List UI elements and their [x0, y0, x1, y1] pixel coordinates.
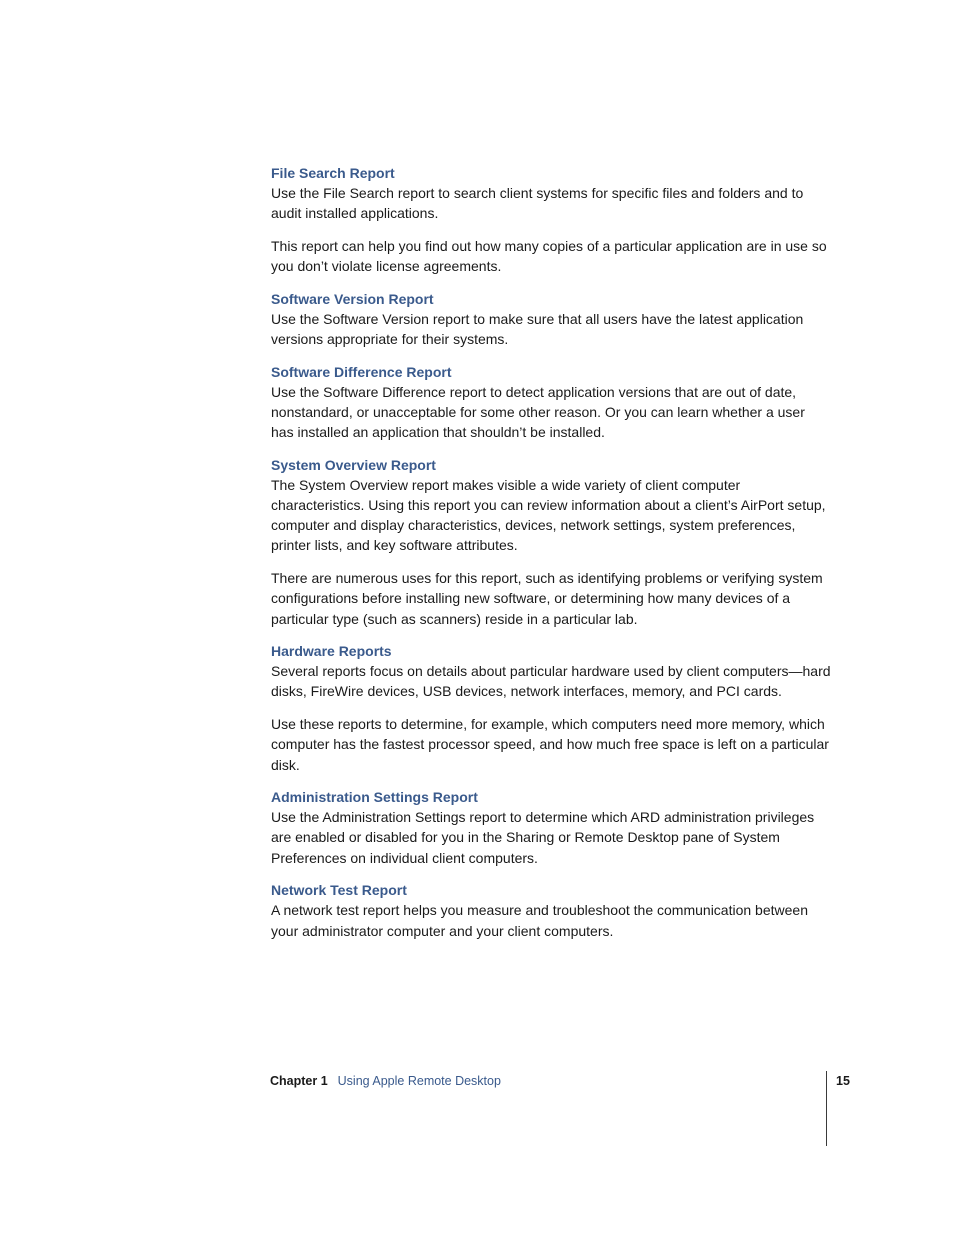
- paragraph: There are numerous uses for this report, such as identifying problems or verifying system configurations before installing new software, or determining how many devices of a particular type (such as scanners) reside in a particular lab.: [271, 570, 823, 627]
- section-hardware: [271, 641, 831, 775]
- document-body: [271, 163, 831, 953]
- page-number: 15: [836, 1074, 850, 1088]
- paragraph: Use the Software Version report to make sure that all users have the latest application versions appropriate for their systems.: [271, 310, 804, 348]
- section-software-difference: [271, 362, 831, 443]
- paragraph: Several reports focus on details about particular hardware used by client computers—hard disks, FireWire devices, USB devices, network interfaces, memory, and PCI cards.: [271, 663, 831, 700]
- section-heading: Network Test Report: [271, 882, 407, 899]
- section-administration-settings: [271, 787, 831, 868]
- section-heading: Software Version Report: [271, 290, 434, 307]
- section-network-test: [271, 880, 831, 940]
- paragraph: This report can help you find out how many copies of a particular application are in use so you don’t violate license agreements.: [271, 237, 827, 275]
- section-system-overview: [271, 455, 831, 629]
- page-footer: [270, 1072, 501, 1090]
- chapter-title: Using Apple Remote Desktop: [337, 1074, 501, 1088]
- paragraph: The System Overview report makes visible a wide variety of client computer characteristics. Using this report you can review information about a client’s AirPort setup, computer and display characteristics, devices, network settings, system preferences, printer lists, and key software attributes.: [271, 476, 826, 554]
- section-heading: System Overview Report: [271, 456, 436, 473]
- paragraph: Use the Administration Settings report to determine which ARD administration privileges are enabled or disabled for you in the Sharing or Remote Desktop pane of System Preferences on individual client computers.: [271, 809, 815, 866]
- section-heading: Administration Settings Report: [271, 789, 478, 806]
- footer-divider: [826, 1071, 827, 1146]
- paragraph: Use the File Search report to search client systems for specific files and folders and to audit installed applications.: [271, 185, 804, 222]
- section-heading: File Search Report: [271, 165, 395, 181]
- section-heading: Software Difference Report: [271, 363, 452, 380]
- section-software-version: [271, 289, 831, 349]
- section-heading: Hardware Reports: [271, 643, 392, 660]
- paragraph: Use these reports to determine, for example, which computers need more memory, which computer has the fastest processor speed, and how much free space is left on a particular disk.: [271, 716, 829, 773]
- chapter-label: Chapter 1: [270, 1074, 328, 1088]
- paragraph: A network test report helps you measure and troubleshoot the communication between your administrator computer and your client computers.: [271, 902, 808, 939]
- paragraph: Use the Software Difference report to detect application versions that are out of date, nonstandard, or unacceptable for some other reason. Or you can learn whether a user has installed an application that shouldn’t be installed.: [271, 383, 805, 441]
- section-file-search: [271, 163, 831, 276]
